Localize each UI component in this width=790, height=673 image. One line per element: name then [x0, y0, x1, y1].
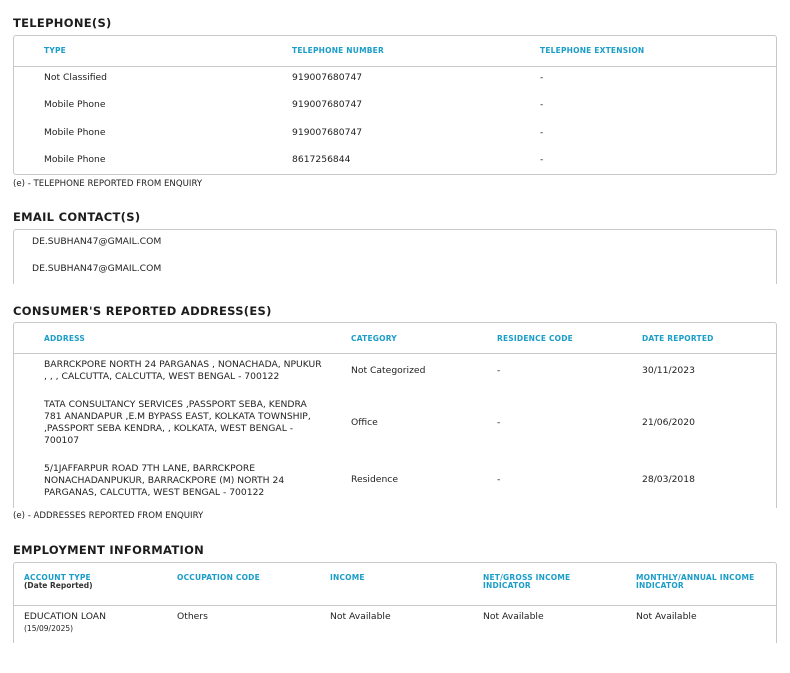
- header-account-type-label: ACCOUNT TYPE: [24, 573, 91, 582]
- employment-table: [13, 562, 777, 643]
- header-net-gross-indicator: [483, 574, 570, 590]
- employment-net-gross: Not Available: [483, 611, 544, 622]
- address-date: 21/06/2020: [642, 417, 695, 428]
- address-line: , , , CALCUTTA, CALCUTTA, WEST BENGAL - 700122: [44, 371, 280, 382]
- address-text: [44, 359, 344, 383]
- address-line: 700107: [44, 435, 80, 446]
- telephones-table: [13, 35, 777, 175]
- employment-account-type: [24, 611, 106, 635]
- header-address: ADDRESS: [44, 334, 86, 343]
- header-monthly-annual-line: MONTHLY/ANNUAL INCOME: [636, 573, 755, 582]
- header-date-reported-sub: (Date Reported): [24, 581, 93, 590]
- header-income: INCOME: [330, 573, 365, 582]
- address-category: Not Categorized: [351, 365, 426, 376]
- phone-type: Not Classified: [44, 72, 108, 83]
- phone-number: 919007680747: [292, 99, 363, 110]
- account-type-value: EDUCATION LOAN: [24, 611, 106, 622]
- header-telephone-extension: TELEPHONE EXTENSION: [540, 46, 645, 55]
- address-residence-code: -: [497, 365, 501, 376]
- address-line: NONACHADANPUKUR, BARRACKPORE (M) NORTH 24: [44, 475, 285, 486]
- address-residence-code: -: [497, 474, 501, 485]
- header-divider: [14, 605, 776, 606]
- header-monthly-annual-line: INDICATOR: [636, 581, 684, 590]
- header-divider: [14, 66, 776, 67]
- header-net-gross-line: INDICATOR: [483, 581, 531, 590]
- header-divider: [14, 353, 776, 354]
- address-date: 28/03/2018: [642, 474, 695, 485]
- phone-number: 919007680747: [292, 127, 363, 138]
- phone-extension: -: [540, 127, 544, 138]
- address-category: Office: [351, 417, 378, 428]
- phone-number: 919007680747: [292, 72, 363, 83]
- phone-extension: -: [540, 72, 544, 83]
- address-line: ,PASSPORT SEBA KENDRA, , KOLKATA, WEST BENGAL -: [44, 423, 294, 434]
- employment-title: EMPLOYMENT INFORMATION: [13, 543, 205, 557]
- phone-type: Mobile Phone: [44, 99, 106, 110]
- phone-extension: -: [540, 99, 544, 110]
- address-line: PARGANAS, CALCUTTA, WEST BENGAL - 700122: [44, 487, 265, 498]
- email-item: DE.SUBHAN47@GMAIL.COM: [32, 236, 162, 247]
- telephones-note: (e) - TELEPHONE REPORTED FROM ENQUIRY: [13, 179, 203, 189]
- phone-type: Mobile Phone: [44, 127, 106, 138]
- addresses-note: (e) - ADDRESSES REPORTED FROM ENQUIRY: [13, 511, 204, 521]
- header-net-gross-line: NET/GROSS INCOME: [483, 573, 571, 582]
- address-date: 30/11/2023: [642, 365, 695, 376]
- address-text: [44, 463, 344, 499]
- employment-monthly-annual: Not Available: [636, 611, 697, 622]
- emails-list: [13, 229, 777, 284]
- header-date-reported: DATE REPORTED: [642, 334, 714, 343]
- employment-income: Not Available: [330, 611, 391, 622]
- addresses-table: [13, 322, 777, 508]
- header-category: CATEGORY: [351, 334, 397, 343]
- employment-occupation: Others: [177, 611, 208, 622]
- phone-extension: -: [540, 154, 544, 165]
- header-account-type: [24, 574, 93, 590]
- addresses-title: CONSUMER'S REPORTED ADDRESS(ES): [13, 304, 272, 318]
- header-occupation-code: OCCUPATION CODE: [177, 573, 260, 582]
- date-reported-value: (15/09/2025): [24, 624, 74, 633]
- header-residence-code: RESIDENCE CODE: [497, 334, 573, 343]
- email-item: DE.SUBHAN47@GMAIL.COM: [32, 263, 162, 274]
- address-text: [44, 399, 344, 447]
- telephones-title: TELEPHONE(S): [13, 16, 112, 30]
- emails-title: EMAIL CONTACT(S): [13, 210, 141, 224]
- address-line: BARRCKPORE NORTH 24 PARGANAS , NONACHADA, NPUKUR: [44, 359, 322, 370]
- address-residence-code: -: [497, 417, 501, 428]
- header-telephone-number: TELEPHONE NUMBER: [292, 46, 384, 55]
- address-line: TATA CONSULTANCY SERVICES ,PASSPORT SEBA, KENDRA: [44, 399, 307, 410]
- address-line: 5/1JAFFARPUR ROAD 7TH LANE, BARRCKPORE: [44, 463, 256, 474]
- address-category: Residence: [351, 474, 398, 485]
- phone-type: Mobile Phone: [44, 154, 106, 165]
- header-monthly-annual-indicator: [636, 574, 754, 590]
- header-type: TYPE: [44, 46, 66, 55]
- address-line: 781 ANANDAPUR ,E.M BYPASS EAST, KOLKATA TOWNSHIP,: [44, 411, 311, 422]
- phone-number: 8617256844: [292, 154, 351, 165]
